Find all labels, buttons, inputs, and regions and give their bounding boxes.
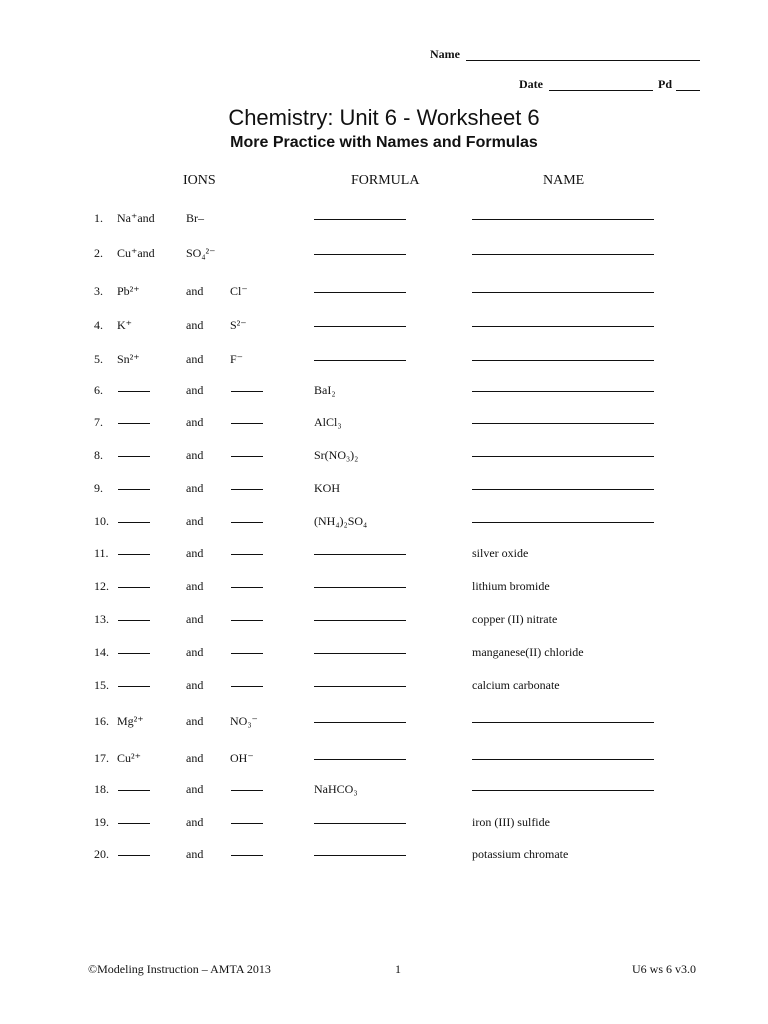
compound-name: calcium carbonate [472,678,560,692]
name-blank[interactable] [472,423,654,424]
compound-name: copper (II) nitrate [472,612,558,626]
question-number: 7. [94,415,103,429]
anion-blank[interactable] [231,855,263,856]
worksheet-row [0,211,768,231]
period-label: Pd [658,77,673,91]
and-connector: and [186,714,204,728]
worksheet-row [0,481,768,501]
question-number: 11. [94,546,109,560]
worksheet-row [0,815,768,835]
anion-blank[interactable] [231,686,263,687]
question-number: 17. [94,751,109,765]
anion: NO₃⁻ [230,714,258,728]
name-blank[interactable] [472,489,654,490]
and-connector: and [186,383,204,397]
question-number: 12. [94,579,109,593]
period-field[interactable] [676,90,700,91]
cation-blank[interactable] [118,423,150,424]
name-label: Name [430,47,460,61]
question-number: 4. [94,318,103,332]
name-blank[interactable] [472,790,654,791]
name-blank[interactable] [472,292,654,293]
worksheet-row [0,645,768,665]
formula-blank[interactable] [314,653,406,654]
and-connector: and [186,514,204,528]
anion-blank[interactable] [231,456,263,457]
and-connector: and [186,352,204,366]
name-field[interactable] [466,60,700,61]
anion-blank[interactable] [231,823,263,824]
worksheet-row [0,383,768,403]
worksheet-row [0,751,768,771]
worksheet-row [0,514,768,534]
anion-blank[interactable] [231,554,263,555]
question-number: 15. [94,678,109,692]
and-connector: and [186,579,204,593]
cation-blank[interactable] [118,855,150,856]
compound-name: silver oxide [472,546,529,560]
name-blank[interactable] [472,522,654,523]
worksheet-row [0,246,768,266]
cation-blank[interactable] [118,823,150,824]
footer-copyright: ©Modeling Instruction – AMTA 2013 [88,962,271,976]
anion-blank[interactable] [231,423,263,424]
worksheet-row [0,847,768,867]
question-number: 20. [94,847,109,861]
worksheet-row [0,782,768,802]
worksheet-row [0,546,768,566]
question-number: 18. [94,782,109,796]
anion-blank[interactable] [231,391,263,392]
cation: Mg²⁺ [117,714,144,728]
anion: SO₄²⁻ [186,246,216,260]
and-connector: and [186,612,204,626]
cation: Pb²⁺ [117,284,140,298]
question-number: 2. [94,246,103,260]
cation-blank[interactable] [118,587,150,588]
footer-version: U6 ws 6 v3.0 [632,962,697,976]
page-title: Chemistry: Unit 6 - Worksheet 6 [228,105,540,130]
anion: Br– [186,211,204,225]
page-number: 1 [395,962,401,976]
cation: Sn²⁺ [117,352,140,366]
cation-blank[interactable] [118,456,150,457]
worksheet-row [0,579,768,599]
cation-blank[interactable] [118,686,150,687]
formula-blank[interactable] [314,686,406,687]
and-connector: and [186,481,204,495]
cation-blank[interactable] [118,620,150,621]
anion-blank[interactable] [231,587,263,588]
cation-blank[interactable] [118,391,150,392]
name-blank[interactable] [472,759,654,760]
page-subtitle: More Practice with Names and Formulas [230,134,538,151]
and-connector: and [186,847,204,861]
question-number: 5. [94,352,103,366]
and-connector: and [186,678,204,692]
and-connector: and [186,645,204,659]
and-connector: and [186,546,204,560]
name-blank[interactable] [472,254,654,255]
formula: BaI₂ [314,383,336,397]
anion: F⁻ [230,352,244,366]
name-blank[interactable] [472,722,654,723]
anion: Cl⁻ [230,284,248,298]
compound-name: lithium bromide [472,579,550,593]
anion-blank[interactable] [231,620,263,621]
and-connector: and [186,448,204,462]
formula-blank[interactable] [314,722,406,723]
date-label: Date [519,77,543,91]
worksheet-row [0,714,768,734]
formula: NaHCO₃ [314,782,358,796]
compound-name: potassium chromate [472,847,569,861]
column-header-ions: IONS [183,173,216,188]
formula-blank[interactable] [314,855,406,856]
and-connector: and [186,782,204,796]
and-connector: and [186,751,204,765]
question-number: 8. [94,448,103,462]
anion: S²⁻ [230,318,247,332]
question-number: 6. [94,383,103,397]
worksheet-row [0,352,768,372]
question-number: 10. [94,514,109,528]
formula-blank[interactable] [314,587,406,588]
question-number: 3. [94,284,103,298]
anion-blank[interactable] [231,653,263,654]
formula-blank[interactable] [314,620,406,621]
name-blank[interactable] [472,360,654,361]
question-number: 16. [94,714,109,728]
and-connector: and [186,318,204,332]
cation: K⁺ [117,318,132,332]
cation-blank[interactable] [118,554,150,555]
formula-blank[interactable] [314,292,406,293]
worksheet-row [0,284,768,304]
question-number: 9. [94,481,103,495]
cation-blank[interactable] [118,522,150,523]
cation-blank[interactable] [118,653,150,654]
formula-blank[interactable] [314,823,406,824]
and-connector: and [186,284,204,298]
anion: OH⁻ [230,751,254,765]
worksheet-row [0,448,768,468]
worksheet-row [0,612,768,632]
question-number: 14. [94,645,109,659]
formula: Sr(NO₃)₂ [314,448,359,462]
date-field[interactable] [549,90,653,91]
question-number: 19. [94,815,109,829]
anion-blank[interactable] [231,790,263,791]
anion-blank[interactable] [231,489,263,490]
name-blank[interactable] [472,219,654,220]
column-header-formula: FORMULA [351,173,420,188]
name-blank[interactable] [472,391,654,392]
worksheet-row [0,318,768,338]
formula-blank[interactable] [314,219,406,220]
formula-blank[interactable] [314,554,406,555]
cation-blank[interactable] [118,489,150,490]
cation: Cu²⁺ [117,751,141,765]
question-number: 1. [94,211,103,225]
formula: (NH₄)₂SO₄ [314,514,368,528]
name-blank[interactable] [472,456,654,457]
cation-blank[interactable] [118,790,150,791]
formula-blank[interactable] [314,254,406,255]
formula: KOH [314,481,340,495]
question-number: 13. [94,612,109,626]
column-header-name: NAME [543,173,585,188]
cation: Cu⁺and [117,246,155,260]
worksheet-row [0,415,768,435]
name-blank[interactable] [472,326,654,327]
formula-blank[interactable] [314,360,406,361]
anion-blank[interactable] [231,522,263,523]
and-connector: and [186,415,204,429]
formula-blank[interactable] [314,326,406,327]
cation: Na⁺and [117,211,155,225]
compound-name: iron (III) sulfide [472,815,550,829]
worksheet-row [0,678,768,698]
compound-name: manganese(II) chloride [472,645,584,659]
formula: AlCl₃ [314,415,342,429]
and-connector: and [186,815,204,829]
formula-blank[interactable] [314,759,406,760]
